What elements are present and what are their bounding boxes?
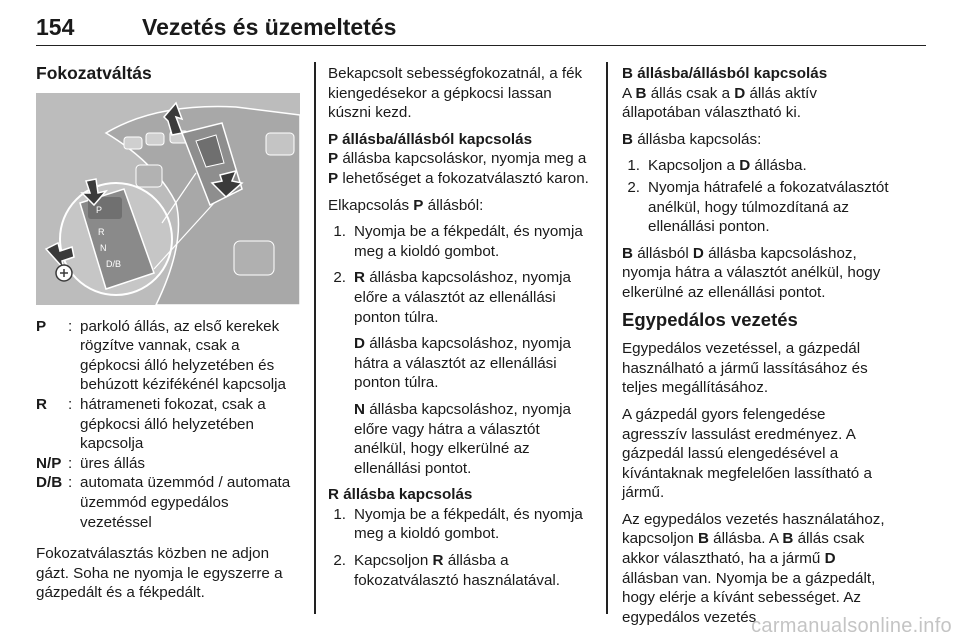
definition-row-np	[36, 454, 300, 474]
figure-label-p: P	[96, 204, 103, 215]
definition-row-r	[36, 395, 300, 454]
column-middle	[328, 64, 592, 597]
r-shift-steps	[328, 505, 592, 590]
section-heading-one-pedal: Egypedálos vezetés	[622, 308, 798, 330]
gear-definitions	[36, 317, 300, 533]
list-item: 1. Nyomja be a fékpedált, és nyomja meg a kioldó gombot.	[333, 223, 583, 260]
column-divider-2	[606, 62, 608, 614]
b-shift-heading: B állásba/állásból kapcsolás	[622, 65, 828, 82]
gear-selector-drawing	[36, 93, 300, 305]
definition-text: üres állás	[80, 454, 145, 472]
column-divider-1	[314, 62, 316, 614]
p-shift-paragraph: P állásba kapcsoláskor, nyomja meg a P lehetőséget a fokozatválasztó karon.	[328, 150, 589, 187]
list-item: 2. Nyomja hátrafelé a fokozatválasztót anélkül, hogy túlmozdítaná az ellenállási ponton.	[627, 178, 889, 236]
r-shift-heading: R állásba kapcsolás	[328, 486, 473, 504]
figure-label-n: N	[100, 242, 107, 253]
figure-label-db: D/B	[106, 258, 122, 269]
one-pedal-paragraph-3: Az egypedálos vezetés használatához, kapcsoljon B állásba. A B állás csak akkor választható, ha a jármű D állásban van. Nyomja be a gázpedált, hogy elérje a kívánt sebességet. Az egypedálos vezetés	[622, 510, 885, 626]
p-out-substep-n: N állásba kapcsoláshoz, nyomja előre vagy hátra a választót anélkül, hogy elkerülné az ellenállási pontot.	[354, 400, 571, 477]
p-out-substep-d: D állásba kapcsoláshoz, nyomja hátra a választót az ellenállási ponton túlra.	[354, 335, 571, 392]
list-item: 2. R állásba kapcsoláshoz, nyomja előre a választót az ellenállási ponton túlra.	[333, 269, 571, 326]
one-pedal-paragraph-1: Egypedálos vezetéssel, a gázpedál használható a jármű lassításához és teljes megállításához.	[622, 340, 868, 397]
section-heading-gear-shift: Fokozatváltás	[36, 63, 152, 83]
p-out-intro: Elkapcsolás P állásból:	[328, 196, 484, 214]
list-item: 1. Nyomja be a fékpedált, és nyomja meg a kioldó gombot.	[333, 505, 583, 543]
definition-key: D/B	[36, 474, 63, 492]
definition-key: N/P	[36, 454, 62, 472]
definition-colon: :	[68, 317, 73, 335]
b-in-steps	[622, 156, 892, 236]
p-shift-heading: P állásba/állásból kapcsolás	[328, 130, 533, 148]
definition-row-db	[36, 473, 300, 532]
list-item: 1. Kapcsoljon a D állásba.	[627, 157, 807, 175]
page-header	[36, 6, 926, 46]
one-pedal-paragraph-2: A gázpedál gyors felengedése agresszív lassulást eredményez. A gázpedál lassú elengedésével a kívántaknak megfelelően lassítható a jármű.	[622, 405, 872, 502]
chapter-title: Vezetés és üzemeltetés	[142, 14, 397, 40]
column-right	[622, 64, 892, 634]
definition-key: P	[36, 317, 47, 335]
watermark: carmanualsonline.info	[751, 615, 952, 637]
column-left	[36, 64, 300, 610]
definition-text: automata üzemmód / automata üzemmód egypedálos vezetéssel	[80, 474, 291, 531]
figure-label-r: R	[98, 226, 105, 237]
definition-text: parkoló állás, az első kerekek rögzítve vannak, csak a gépkocsi álló helyzetében és behúzott kézifékénél kapcsolja	[80, 317, 287, 394]
definition-colon: :	[68, 395, 73, 413]
intro-paragraph: Bekapcsolt sebességfokozatnál, a fék kiengedésekor a gépkocsi lassan kúszni kezd.	[328, 65, 583, 122]
warning-paragraph: Fokozatválasztás közben ne adjon gázt. Soha ne nyomja le egyszerre a gázpedált és a fékpedált.	[36, 545, 283, 602]
definition-text: hátrameneti fokozat, csak a gépkocsi álló helyzetében kapcsolja	[80, 395, 266, 453]
b-availability-paragraph: A B állás csak a D állás aktív állapotában választható ki.	[622, 84, 817, 122]
b-in-intro: B állásba kapcsolás:	[622, 130, 762, 148]
list-item: 2. Kapcsoljon R állásba a fokozatválasztó használatával.	[333, 552, 560, 589]
definition-key: R	[36, 395, 47, 413]
gear-selector-illustration	[36, 93, 300, 305]
definition-colon: :	[68, 474, 73, 492]
definition-row-p	[36, 317, 300, 395]
b-out-paragraph: B állásból D állásba kapcsoláshoz, nyomja hátra a választót anélkül, hogy elkerülné az ellenállási pontot.	[622, 244, 881, 301]
p-out-steps	[328, 222, 592, 327]
page-number: 154	[36, 14, 75, 40]
definition-colon: :	[68, 454, 73, 472]
